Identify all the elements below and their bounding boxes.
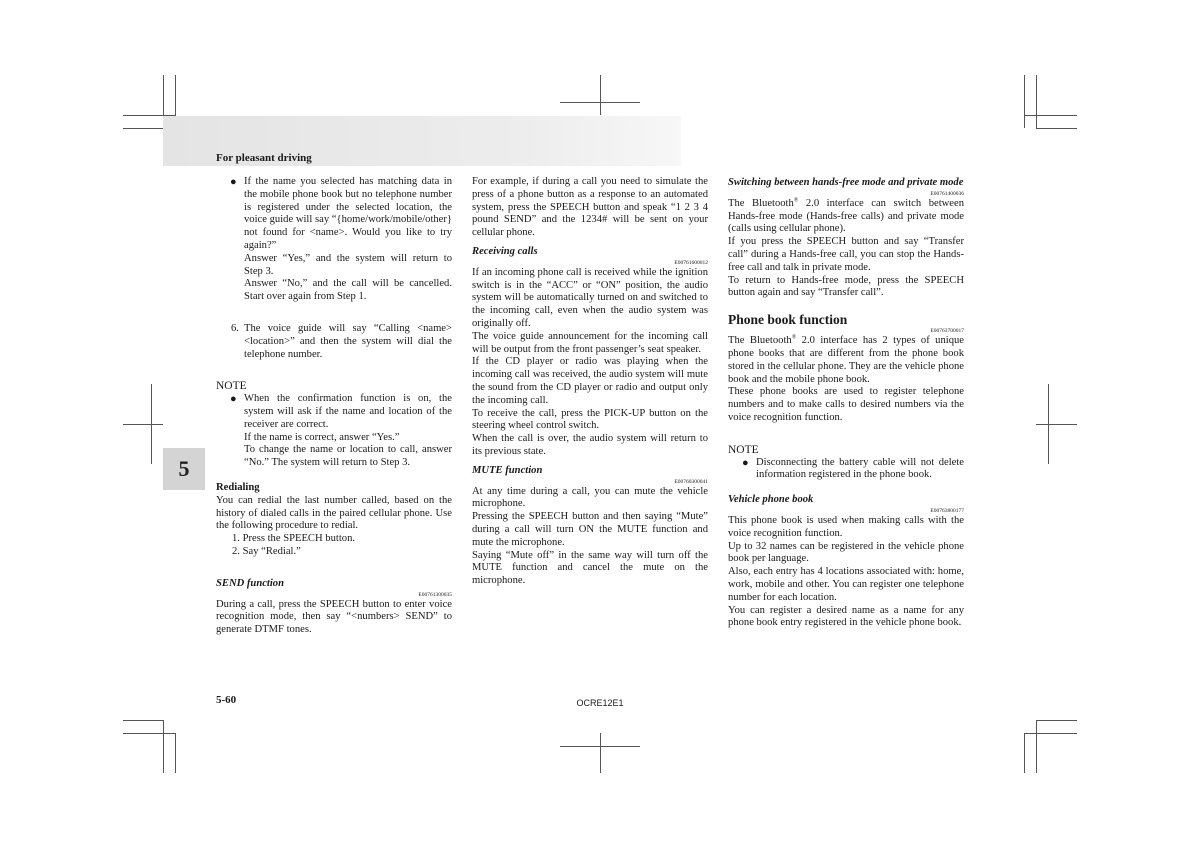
paragraph: When the call is over, the audio system will return to its previous state. xyxy=(472,433,708,457)
mute-function-heading: MUTE function xyxy=(472,464,543,476)
paragraph: If the CD player or radio was playing when the incoming call was received, the audio system will mute the sound from the CD player or radio and output only the incoming call. xyxy=(472,356,708,406)
text-fragment: 2.0 interface can switch between Hands-free mode (Hands-free calls) and private mode (calls using cellular phone). xyxy=(728,197,964,235)
redialing-heading: Redialing xyxy=(216,481,260,493)
redialing-step: 2. Say “Redial.” xyxy=(232,545,301,557)
switching-heading: Switching between hands-free mode and private mode xyxy=(728,177,964,188)
crop-mark xyxy=(560,746,640,747)
bullet-item xyxy=(216,176,452,304)
step-6 xyxy=(216,323,452,361)
crop-mark xyxy=(600,733,601,773)
paragraph: To receive the call, press the PICK-UP button on the steering wheel control switch. xyxy=(472,407,708,432)
note-label: NOTE xyxy=(216,380,247,393)
vehicle-phone-book-heading: Vehicle phone book xyxy=(728,494,814,506)
chapter-number: 5 xyxy=(178,456,190,481)
paragraph: You can register a desired name as a name for any phone book entry registered in the vehicle phone book. xyxy=(728,604,964,629)
paragraph: Pressing the SPEECH button and then saying “Mute” during a call will turn ON the MUTE function and mute the microphone. xyxy=(472,511,708,548)
step-text: The voice guide will say “Calling <name> <location>” and then the system will dial the telephone number. xyxy=(244,322,452,360)
crop-mark xyxy=(1024,733,1025,773)
paragraph: Also, each entry has 4 locations associated with: home, work, mobile and other. You can register one telephone number for each location. xyxy=(728,566,964,603)
reference-code: E00763800177 xyxy=(930,507,964,514)
crop-mark xyxy=(1024,75,1025,128)
reference-code: E00760300041 xyxy=(674,478,708,485)
crop-mark xyxy=(175,733,176,773)
page-number: 5-60 xyxy=(216,694,237,706)
middle-column xyxy=(472,176,708,588)
crop-mark xyxy=(1036,720,1037,773)
bullet-answer-no: Answer “No,” and the call will be cancelled. Start over again from Step 1. xyxy=(244,278,452,303)
reference-code: E00763700017 xyxy=(930,328,964,335)
paragraph: At any time during a call, you can mute the vehicle microphone. xyxy=(472,485,708,510)
note-bullet xyxy=(216,393,452,470)
note-bullet xyxy=(728,457,964,483)
bullet-icon: ● xyxy=(230,176,237,188)
paragraph xyxy=(728,198,964,236)
reference-code: E00761300035 xyxy=(418,591,452,598)
paragraph: The voice guide announcement for the incoming call will be output from the front passenger’s seat speaker. xyxy=(472,330,708,355)
intro-text: For example, if during a call you need to simulate the press of a phone button as a response to an automated system, press the SPEECH button and speak “1 2 3 4 pound SEND” and the 1234# will be sent on your cellular phone. xyxy=(472,176,708,239)
left-column xyxy=(216,176,452,637)
step-number: 6. xyxy=(231,322,239,334)
receiving-calls-heading: Receiving calls xyxy=(472,245,538,257)
text-fragment: The Bluetooth xyxy=(728,335,792,347)
phone-book-heading: Phone book function xyxy=(728,312,848,328)
crop-mark xyxy=(123,733,176,734)
crop-mark xyxy=(123,720,164,721)
note-line: If the name is correct, answer “Yes.” xyxy=(244,431,400,443)
paragraph: These phone books are used to register telephone numbers and to make calls to desired numbers via the voice recognition function. xyxy=(728,386,964,423)
paragraph: To return to Hands-free mode, press the SPEECH button again and say “Transfer call”. xyxy=(728,274,964,299)
send-function-heading: SEND function xyxy=(216,577,284,589)
redialing-text: You can redial the last number called, based on the history of dialed calls in the paired cellular phone. Use the following procedure to redial. xyxy=(216,494,452,532)
note-text: Disconnecting the battery cable will not delete information registered in the phone book. xyxy=(756,456,964,481)
redialing-steps xyxy=(216,533,452,559)
reference-code: E00761600012 xyxy=(674,259,708,266)
crop-mark xyxy=(1024,733,1077,734)
text-fragment: The Bluetooth xyxy=(728,197,794,209)
registered-mark: ® xyxy=(791,334,797,341)
crop-mark xyxy=(600,75,601,115)
paragraph: If you press the SPEECH button and say “Transfer call” during a Hands-free call, you can stop the Hands-free call and talk in private mode. xyxy=(728,236,964,273)
crop-mark xyxy=(1024,115,1077,116)
crop-mark xyxy=(163,720,164,773)
crop-mark xyxy=(1036,720,1077,721)
note-text: When the confirmation function is on, the system will ask if the name and location of the receiver are correct. xyxy=(244,393,452,430)
paragraph: Up to 32 names can be registered in the vehicle phone book per language. xyxy=(728,540,964,565)
bullet-answer-yes: Answer “Yes,” and the system will return to Step 3. xyxy=(244,252,452,277)
bullet-icon: ● xyxy=(230,393,237,406)
chapter-tab xyxy=(163,448,205,490)
redialing-step: 1. Press the SPEECH button. xyxy=(232,533,356,545)
note-label: NOTE xyxy=(728,443,759,456)
bullet-icon: ● xyxy=(742,456,749,469)
registered-mark: ® xyxy=(793,197,799,204)
crop-mark xyxy=(123,128,164,129)
crop-mark xyxy=(1036,128,1077,129)
right-column xyxy=(728,177,964,630)
paragraph: Saying “Mute off” in the same way will turn off the MUTE function and cancel the mute on the microphone. xyxy=(472,549,708,587)
crop-mark xyxy=(123,424,163,425)
reference-code: E00761400036 xyxy=(930,190,964,197)
crop-mark xyxy=(560,102,640,103)
send-function-text: During a call, press the SPEECH button to enter voice recognition mode, then say “<numbers> SEND” to generate DTMF tones. xyxy=(216,598,452,636)
crop-mark xyxy=(1036,75,1037,128)
bullet-text: If the name you selected has matching data in the mobile phone book but no telephone number is registered under the selected location, the voice guide will say “{home/work/mobile/other} not found for <name>. Would you like to try again?” xyxy=(244,176,452,251)
paragraph: If an incoming phone call is received while the ignition switch is in the “ACC” or “ON” position, the audio system will be automatically turned on and switched to the incoming call, even when the audio system was originally off. xyxy=(472,266,708,329)
document-code: OCRE12E1 xyxy=(576,698,624,708)
section-title: For pleasant driving xyxy=(216,152,312,164)
note-line: To change the name or location to call, answer “No.” The system will return to Step 3. xyxy=(244,444,452,469)
crop-mark xyxy=(175,75,176,115)
paragraph xyxy=(728,335,964,386)
crop-mark xyxy=(1036,424,1077,425)
text-fragment: 2.0 interface has 2 types of unique phone books that are different from the phone book stored in the cellular phone. They are the vehicle phone book and the mobile phone book. xyxy=(728,335,964,385)
paragraph: This phone book is used when making calls with the voice recognition function. xyxy=(728,514,964,539)
